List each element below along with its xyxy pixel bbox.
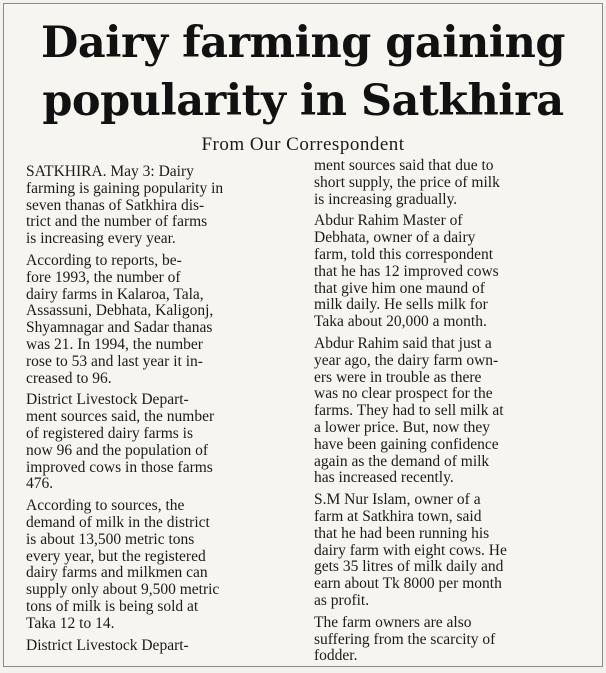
headline: Dairy farming gaining popularity in Satkhira bbox=[41, 18, 565, 126]
paragraph: ment sources said that due to short supply, the price of milk is increasing gradually. bbox=[314, 157, 500, 208]
paragraph: S.M Nur Islam, owner of a farm at Satkhira town, said that he had been running his dairy farm with eight cows. He gets 35 litres of milk daily and earn about Tk 8000 per month as profit. bbox=[314, 491, 507, 609]
paragraph: SATKHIRA. May 3: Dairy farming is gaining popularity in seven thanas of Satkhira dis- trict and the number of farms is increasing every year. bbox=[26, 163, 224, 248]
article-column-left bbox=[26, 164, 294, 659]
paragraph: Abdur Rahim said that just a year ago, the dairy farm own- ers were in trouble as there was no clear prospect for the farms. They had to sell milk at a lower price. But, now they have been gaining confidence again as the demand of milk has increased recently. bbox=[314, 334, 504, 487]
paragraph: District Livestock Depart- bbox=[26, 636, 189, 654]
paragraph: According to reports, be- fore 1993, the number of dairy farms in Kalaroa, Tala, Assassuni, Debhata, Kaligonj, Shyamnagar and Sadar thanas was 21. In 1994, the number rose to 53 and last year it in- creased to 96. bbox=[26, 251, 214, 387]
byline: From Our Correspondent bbox=[201, 134, 405, 155]
newspaper-clipping bbox=[3, 3, 603, 667]
article-column-right bbox=[314, 158, 590, 667]
paragraph: According to sources, the demand of milk in the district is about 13,500 metric tons every year, but the registered dairy farms and milkmen can supply only about 9,500 metric tons of milk is being sold at Taka 12 to 14. bbox=[26, 497, 220, 632]
paragraph: The farm owners are also suffering from the scarcity of fodder. bbox=[314, 613, 496, 665]
paragraph: District Livestock Depart- ment sources said, the number of registered dairy farms is now 96 and the population of improved cows in those farms 476. bbox=[26, 391, 215, 493]
paragraph: Abdur Rahim Master of Debhata, owner of a dairy farm, told this correspondent that he has 12 improved cows that give him one maund of milk daily. He sells milk for Taka about 20,000 a month. bbox=[314, 212, 499, 331]
